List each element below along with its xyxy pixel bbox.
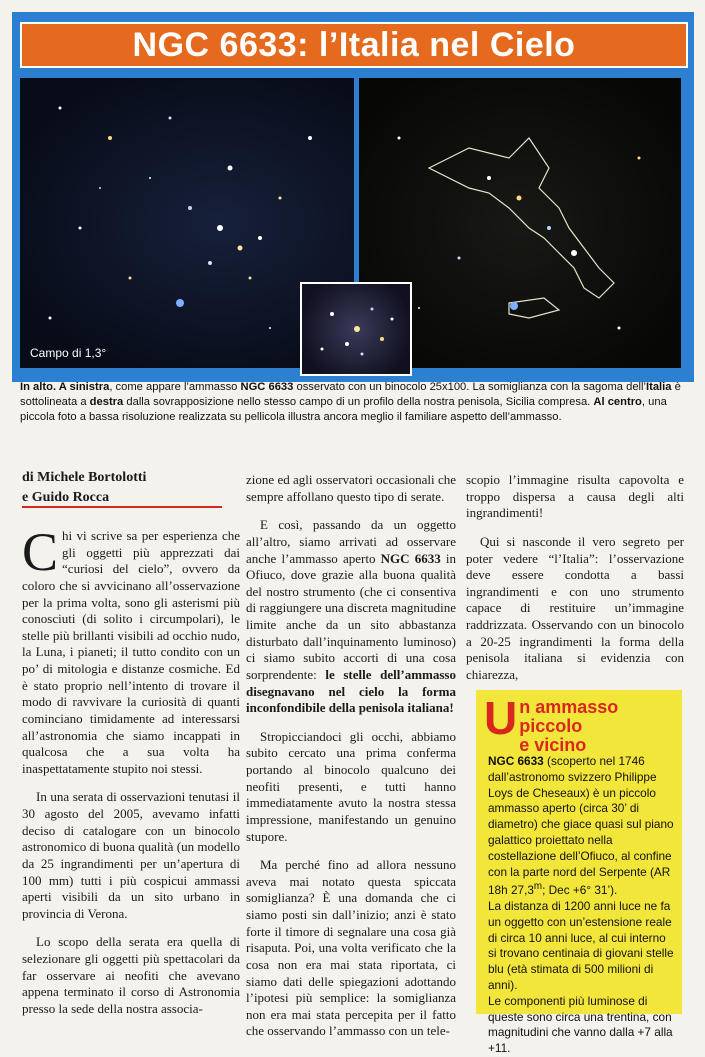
author-2: e Guido Rocca	[22, 490, 110, 506]
field-of-view-label: Campo di 1,3°	[30, 346, 107, 360]
paragraph: Qui si nasconde il vero segreto per poter vedere “l’Italia”: l’osservazione deve essere condotta a bassi ingrandimenti e con uno strumento capace di restituire un’immagine raddrizzata. Osservando con un binocolo a 20-25 ingrandimenti la forma della penisola italiana si evidenzia con chiarezza,	[466, 533, 684, 682]
info-object-name: NGC 6633	[488, 754, 544, 768]
article-title-bar	[20, 22, 688, 68]
info-box-title-line-1: n ammasso piccolo	[519, 697, 619, 736]
info-text: ; Dec +6° 31’).	[542, 883, 618, 898]
byline-rule	[22, 506, 222, 508]
caption-text: è sottolineata a	[20, 381, 681, 408]
caption-text: dalla sovrapposizione nello stesso campo di un profilo della nostra penisola, Sicilia compresa.	[123, 395, 594, 408]
paragraph	[246, 517, 456, 717]
drop-cap: C	[22, 522, 59, 582]
paragraph: zione ed agli osservatori occasionali che sempre affollano questo tipo di serate.	[246, 472, 456, 504]
paragraph: Ma perché fino ad allora nessuno aveva mai notato questa spiccata somiglianza? È una domanda che ci siamo posti sin dall’inizio; anzi è stato forte il timore di segnalare una cosa già risaputa. Poi, una volta verificato che la cosa non era mai stata riportata, ci siamo dati delle spiegazioni adottando l’ipotesi più semplice: la somiglianza non era mai stata percepita per il fatto che osservando l’ammasso con un tele-	[246, 857, 456, 1039]
caption-lead: In alto. A sinistra	[20, 381, 110, 393]
paragraph	[22, 522, 240, 777]
photo-caption	[20, 380, 684, 424]
author-1: di Michele Bortolotti	[22, 470, 147, 485]
info-paragraph: La distanza di 1200 anni luce ne fa un oggetto con un’estensione reale di circa 10 anni luce, al cui interno si trovano centinaia di giovani stelle blu (età stimata di 500 milioni di anni).	[488, 899, 674, 993]
article-title: NGC 6633: l’Italia nel Cielo	[132, 25, 576, 64]
info-box	[476, 690, 682, 1056]
paragraph: Stropicciandoci gli occhi, abbiamo subito cercato una prima conferma portando al binocolo qualcuno dei neofiti presenti, e tutti hanno immediatamente avuto la nostra stessa impressione, manifestando un genuino stupore.	[246, 728, 456, 844]
paragraph-text: E così, passando da un oggetto all’altro, siamo arrivati ad osservare anche l’ammasso aperto	[246, 517, 456, 566]
article-column-3	[466, 472, 684, 696]
cluster-film-image	[302, 284, 410, 374]
info-box-title	[484, 692, 674, 755]
info-text: (scoperto nel 1746 dall’astronomo svizzero Philippe Loys de Cheseaux) è un piccolo ammasso aperto (circa 30’ di diametro) che giace quasi sul piano galattico proiettato nella costellazione dell’Ofiuco, al confine con la parte nord del Serpente (AR 18h 27,3	[488, 754, 674, 898]
byline	[22, 468, 146, 509]
info-paragraph: Le componenti più luminose di queste sono circa una trentina, con magnitudini che vanno dalla +7 alla +11.	[488, 993, 673, 1056]
caption-text: , una piccola foto a bassa risoluzione realizzata su pellicola illustra ancora meglio il familiare aspetto dell’ammasso.	[20, 395, 667, 423]
paragraph: Lo scopo della serata era quella di selezionare gli oggetti più spettacolari da far osservare ai neofiti che avevano appena terminato il corso di Astronomia presso la sede della nostra associa-	[22, 934, 240, 1016]
highlight-text: le stelle dell’ammasso disegnavano nel cielo la forma inconfondibile della penisola italiana!	[246, 666, 456, 716]
paragraph-text: in Ofiuco, dove grazie alla buona qualità del nostro strumento (che ci consentiva di raggiungere una discreta magnitudine limite anche da un sito abbastanza disturbato dall’inquinamento luminoso) ci siamo subito accorti di una cosa sorprendente:	[246, 550, 456, 682]
paragraph: In una serata di osservazioni tenutasi il 30 agosto del 2005, avevamo infatti deciso di catalogare con un binocolo astronomico di buona qualità (un modello da 25 ingrandimenti per un’apertura di 100 mm) tutti i più cospicui ammassi aperti visibili da un sito urbano in provincia di Verona.	[22, 789, 240, 921]
caption-text: , come appare l’ammasso	[109, 381, 241, 393]
info-paragraph	[488, 754, 674, 899]
paragraph: scopio l’immagine risulta capovolta e troppo dispersa a causa degli alti ingrandimenti!	[466, 472, 684, 521]
info-box-title-line-2: e vicino	[519, 734, 587, 755]
info-box-body	[488, 754, 674, 1057]
caption-italia: Italia	[646, 381, 672, 393]
info-box-initial: U	[484, 692, 518, 744]
article-column-1	[22, 522, 240, 1030]
film-photo-inset	[300, 282, 412, 376]
object-name: NGC 6633	[380, 550, 441, 566]
article-column-2	[246, 472, 456, 1052]
paragraph-text: hi vi scrive sa per esperienza che gli oggetti più apprezzati dai “curiosi del cielo”, ovvero da coloro che si avvicinano all’osservazione per la prima volta, sono gli asterismi più conosciuti (di solito i circumpolari), le stelle più brillanti visibili ad occhio nudo, la Luna, i pianeti; il tutto condito con un po’ di mitologia e distanze cosmiche. Ed è stato proprio nell’intento di trovare il modo di ravvivare la curiosità di quanti cominciano timidamente ad interessarsi all’astronomia che siamo incappati in qualcosa che a sua volta ha inaspettatamente stupito noi stessi.	[22, 528, 240, 776]
caption-centro: Al centro	[593, 395, 642, 408]
caption-object: NGC 6633	[240, 381, 294, 393]
caption-destra: destra	[89, 395, 124, 408]
caption-text: osservato con un binocolo 25x100. La somiglianza con la sagoma dell’	[293, 381, 646, 393]
info-superscript: m	[533, 881, 543, 893]
